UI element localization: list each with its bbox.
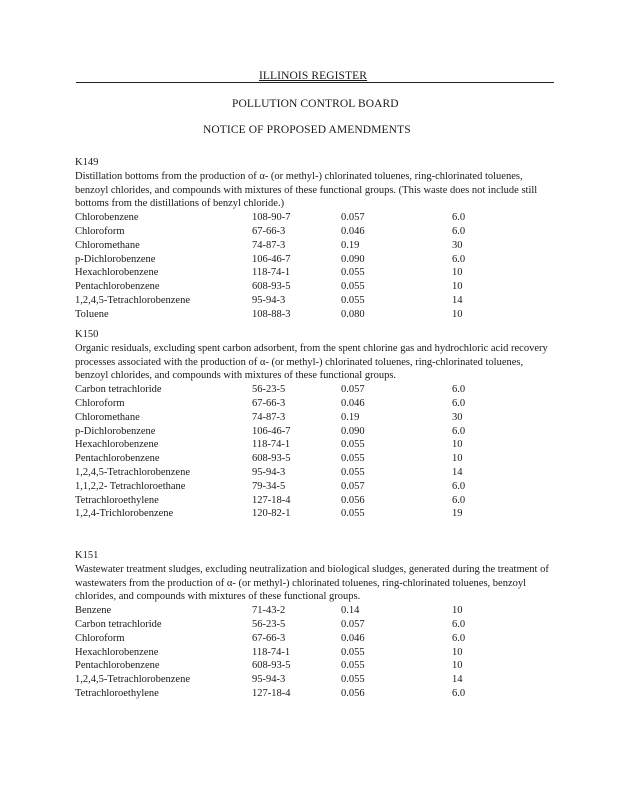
nonwastewater-standard: 30: [452, 239, 463, 251]
constituent-name: Tetrachloroethylene: [75, 687, 159, 699]
nonwastewater-standard: 14: [452, 674, 463, 686]
wastewater-standard: 0.055: [341, 453, 365, 465]
cas-number: 56-23-5: [252, 618, 286, 630]
table-row: [75, 425, 555, 439]
waste-description: Distillation bottoms from the production of α- (or methyl-) chlorinated toluenes, ring-chlorinated toluenes, benzoyl chlorides, and compounds with mixtures of these functional groups. (This waste does not include still bottoms from the distillations of benzyl chloride.): [75, 170, 538, 210]
nonwastewater-standard: 6.0: [452, 253, 466, 265]
constituent-name: Chloroform: [75, 397, 125, 409]
cas-number: 108-88-3: [252, 308, 291, 320]
waste-section-k150: [75, 328, 555, 521]
nonwastewater-standard: 6.0: [452, 397, 466, 409]
constituent-name: 1,2,4,5-Tetrachlorobenzene: [75, 294, 191, 306]
cas-number: 118-74-1: [252, 267, 291, 279]
nonwastewater-standard: 19: [452, 508, 463, 520]
wastewater-standard: 0.19: [341, 239, 360, 251]
register-title: ILLINOIS REGISTER: [259, 70, 368, 82]
cas-number: 118-74-1: [252, 439, 291, 451]
nonwastewater-standard: 6.0: [452, 225, 466, 237]
table-row: [75, 646, 555, 660]
constituent-name: Pentachlorobenzene: [75, 660, 160, 672]
table-row: [75, 253, 555, 267]
cas-number: 108-90-7: [252, 212, 291, 224]
cas-number: 71-43-2: [252, 605, 286, 617]
table-row: [75, 266, 555, 280]
nonwastewater-standard: 6.0: [452, 618, 466, 630]
constituent-name: Pentachlorobenzene: [75, 281, 160, 293]
cas-number: 127-18-4: [252, 687, 291, 699]
cas-number: 106-46-7: [252, 425, 291, 437]
cas-number: 74-87-3: [252, 411, 286, 423]
table-row: [75, 211, 555, 225]
constituent-name: Chloroform: [75, 225, 125, 237]
constituent-name: Hexachlorobenzene: [75, 267, 159, 279]
constituent-name: p-Dichlorobenzene: [75, 425, 156, 437]
register-rule: [76, 82, 554, 83]
wastewater-standard: 0.046: [341, 397, 365, 409]
wastewater-standard: 0.19: [341, 411, 360, 423]
cas-number: 74-87-3: [252, 239, 286, 251]
table-row: [75, 687, 555, 701]
wastewater-standard: 0.055: [341, 294, 365, 306]
table-row: [75, 618, 555, 632]
board-title: POLLUTION CONTROL BOARD: [232, 98, 399, 110]
table-row: [75, 673, 555, 687]
table-row: [75, 225, 555, 239]
constituent-name: p-Dichlorobenzene: [75, 253, 156, 265]
table-row: [75, 397, 555, 411]
constituent-name: Chloromethane: [75, 239, 140, 251]
constituent-name: 1,1,2,2- Tetrachloroethane: [75, 480, 186, 492]
table-row: [75, 239, 555, 253]
wastewater-standard: 0.055: [341, 466, 365, 478]
wastewater-standard: 0.046: [341, 225, 365, 237]
table-row: [75, 604, 555, 618]
table-row: [75, 308, 555, 322]
waste-code: K151: [75, 550, 99, 561]
nonwastewater-standard: 10: [452, 453, 463, 465]
wastewater-standard: 0.056: [341, 494, 365, 506]
wastewater-standard: 0.056: [341, 687, 365, 699]
nonwastewater-standard: 10: [452, 660, 463, 672]
table-row: [75, 280, 555, 294]
constituent-name: Chloromethane: [75, 411, 140, 423]
wastewater-standard: 0.055: [341, 646, 365, 658]
table-row: [75, 383, 555, 397]
cas-number: 95-94-3: [252, 294, 286, 306]
cas-number: 608-93-5: [252, 281, 291, 293]
table-row: [75, 452, 555, 466]
constituent-name: 1,2,4,5-Tetrachlorobenzene: [75, 674, 191, 686]
constituent-name: Carbon tetrachloride: [75, 618, 162, 630]
wastewater-standard: 0.090: [341, 425, 365, 437]
constituent-name: Toluene: [75, 308, 109, 320]
constituent-name: Pentachlorobenzene: [75, 453, 160, 465]
wastewater-standard: 0.055: [341, 508, 365, 520]
nonwastewater-standard: 6.0: [452, 480, 466, 492]
wastewater-standard: 0.090: [341, 253, 365, 265]
table-row: [75, 494, 555, 508]
table-row: [75, 438, 555, 452]
notice-title: NOTICE OF PROPOSED AMENDMENTS: [203, 124, 411, 136]
table-row: [75, 507, 555, 521]
nonwastewater-standard: 30: [452, 411, 463, 423]
wastewater-standard: 0.057: [341, 480, 365, 492]
constituent-name: Tetrachloroethylene: [75, 494, 159, 506]
table-row: [75, 659, 555, 673]
cas-number: 608-93-5: [252, 660, 291, 672]
cas-number: 56-23-5: [252, 384, 286, 396]
constituent-name: Hexachlorobenzene: [75, 646, 159, 658]
wastewater-standard: 0.055: [341, 674, 365, 686]
nonwastewater-standard: 14: [452, 466, 463, 478]
nonwastewater-standard: 10: [452, 646, 463, 658]
constituent-name: Chloroform: [75, 632, 125, 644]
nonwastewater-standard: 6.0: [452, 212, 466, 224]
waste-section-k151: [75, 549, 555, 701]
table-row: [75, 480, 555, 494]
cas-number: 118-74-1: [252, 646, 291, 658]
wastewater-standard: 0.057: [341, 384, 365, 396]
constituent-name: 1,2,4,5-Tetrachlorobenzene: [75, 466, 191, 478]
waste-description: Wastewater treatment sludges, excluding neutralization and biological sludges, generated during the treatment of wastewaters from the production of α- (or methyl-) chlorinated toluenes, ring-chlorinated toluenes, benzoyl chlorides, and compounds with mixtures of these functional groups.: [75, 563, 549, 603]
wastewater-standard: 0.055: [341, 660, 365, 672]
nonwastewater-standard: 10: [452, 281, 463, 293]
wastewater-standard: 0.055: [341, 439, 365, 451]
constituent-name: Benzene: [75, 605, 112, 617]
wastewater-standard: 0.080: [341, 308, 365, 320]
nonwastewater-standard: 6.0: [452, 687, 466, 699]
cas-number: 67-66-3: [252, 632, 286, 644]
nonwastewater-standard: 10: [452, 605, 463, 617]
cas-number: 120-82-1: [252, 508, 291, 520]
waste-code: K149: [75, 157, 99, 168]
table-row: [75, 411, 555, 425]
nonwastewater-standard: 10: [452, 267, 463, 279]
table-row: [75, 294, 555, 308]
table-row: [75, 632, 555, 646]
cas-number: 127-18-4: [252, 494, 291, 506]
constituent-name: Hexachlorobenzene: [75, 439, 159, 451]
constituent-name: Chlorobenzene: [75, 212, 139, 224]
wastewater-standard: 0.057: [341, 618, 365, 630]
nonwastewater-standard: 10: [452, 439, 463, 451]
cas-number: 95-94-3: [252, 466, 286, 478]
nonwastewater-standard: 6.0: [452, 425, 466, 437]
cas-number: 67-66-3: [252, 225, 286, 237]
wastewater-standard: 0.057: [341, 212, 365, 224]
nonwastewater-standard: 6.0: [452, 494, 466, 506]
nonwastewater-standard: 10: [452, 308, 463, 320]
waste-section-k149: [75, 156, 555, 322]
wastewater-standard: 0.055: [341, 281, 365, 293]
cas-number: 79-34-5: [252, 480, 286, 492]
constituent-name: Carbon tetrachloride: [75, 384, 162, 396]
table-row: [75, 466, 555, 480]
constituent-name: 1,2,4-Trichlorobenzene: [75, 508, 174, 520]
cas-number: 95-94-3: [252, 674, 286, 686]
constituent-table: [75, 604, 555, 701]
nonwastewater-standard: 6.0: [452, 632, 466, 644]
waste-code: K150: [75, 329, 99, 340]
nonwastewater-standard: 14: [452, 294, 463, 306]
constituent-table: [75, 211, 555, 321]
cas-number: 608-93-5: [252, 453, 291, 465]
constituent-table: [75, 383, 555, 521]
wastewater-standard: 0.055: [341, 267, 365, 279]
waste-description: Organic residuals, excluding spent carbon adsorbent, from the spent chlorine gas and hydrochloric acid recovery processes associated with the production of α- (or methyl-) chlorinated toluenes, ring-chlorinated toluenes, benzoyl chlorides, and compounds with mixtures of these functional groups.: [75, 342, 548, 382]
cas-number: 67-66-3: [252, 397, 286, 409]
nonwastewater-standard: 6.0: [452, 384, 466, 396]
wastewater-standard: 0.14: [341, 605, 360, 617]
cas-number: 106-46-7: [252, 253, 291, 265]
wastewater-standard: 0.046: [341, 632, 365, 644]
